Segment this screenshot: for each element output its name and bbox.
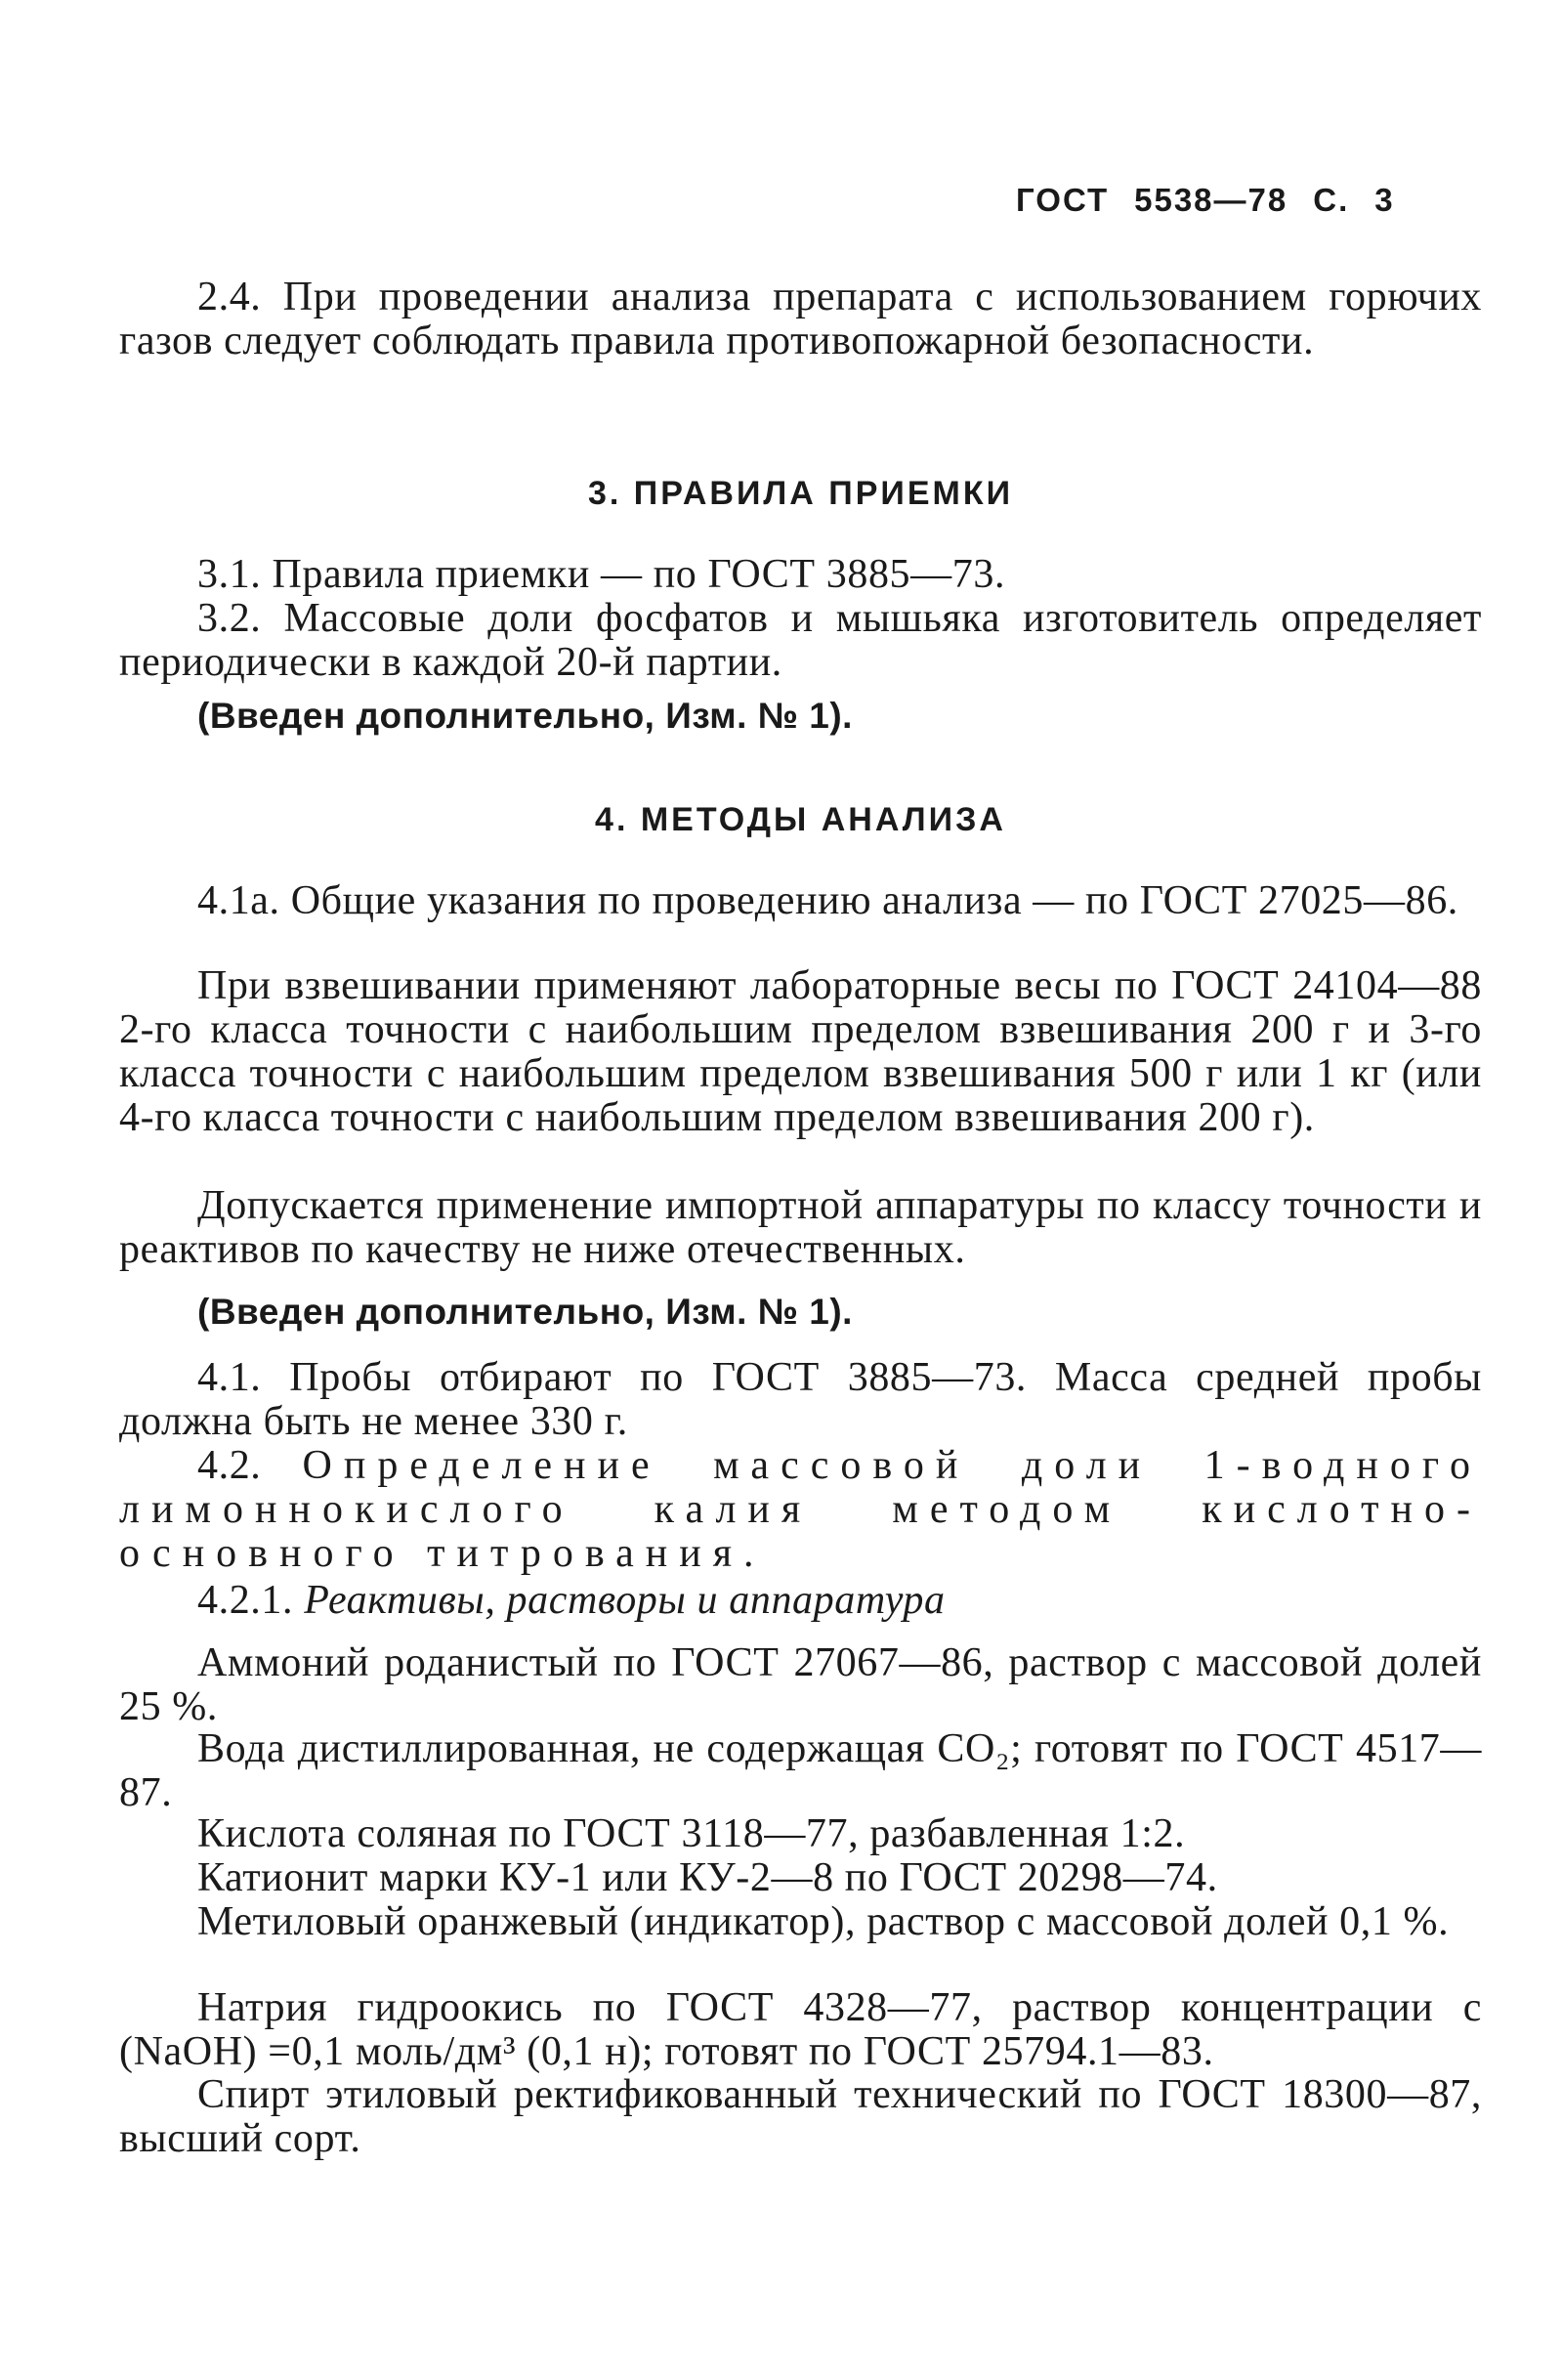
clause-number-4-2: 4.2. xyxy=(197,1443,262,1488)
paragraph-weighing: При взвешивании применяют лабораторные весы по ГОСТ 24104—88 2-го класса точности с наибольшим пределом взвешивания 200 г и 3-го класса точности с наибольшим пределом взвешивания 500 г или 1 кг (или 4-го класса точности с наибольшим пределом взвешивания 200 г). xyxy=(119,963,1482,1140)
paragraph-4-1: 4.1. Пробы отбирают по ГОСТ 3885—73. Масса средней пробы должна быть не менее 330 г. xyxy=(119,1355,1482,1444)
reagent-ethanol: Спирт этиловый ректификованный технический по ГОСТ 18300—87, высший сорт. xyxy=(119,2072,1482,2161)
reagent-acid: Кислота соляная по ГОСТ 3118—77, разбавленная 1:2. xyxy=(197,1811,1186,1856)
reagent-methyl-orange: Метиловый оранжевый (индикатор), раствор с массовой долей 0,1 %. xyxy=(197,1899,1450,1944)
section-4-heading: 4. МЕТОДЫ АНАЛИЗА xyxy=(595,801,1006,838)
page-number: 3 xyxy=(1374,182,1395,218)
section-3-heading: 3. ПРАВИЛА ПРИЕМКИ xyxy=(587,475,1014,512)
page-label: С. xyxy=(1313,182,1350,218)
paragraph-4-2 xyxy=(119,1444,1482,1576)
reagent-ammonium: Аммоний роданистый по ГОСТ 27067—86, раствор с массовой долей 25 %. xyxy=(119,1640,1482,1729)
reagent-water: Вода дистиллированная, не содержащая CO₂; готовят по ГОСТ 4517—87. xyxy=(119,1726,1482,1815)
amendment-note-2: (Введен дополнительно, Изм. № 1). xyxy=(197,1292,853,1332)
paragraph-import: Допускается применение импортной аппаратуры по классу точности и реактивов по качеству не ниже отечественных. xyxy=(119,1183,1482,1272)
clause-number-4-2-1: 4.2.1. xyxy=(197,1578,294,1623)
amendment-note-1: (Введен дополнительно, Изм. № 1). xyxy=(197,696,853,736)
reagent-cation-exchanger: Катионит марки КУ-1 или КУ-2—8 по ГОСТ 20298—74. xyxy=(197,1855,1218,1900)
standard-label: ГОСТ xyxy=(1016,182,1110,218)
paragraph-2-4: 2.4. При проведении анализа препарата с использованием горючих газов следует соблюдать правила противопожарной безопасности. xyxy=(119,275,1482,363)
clause-title-4-2-1: Реактивы, растворы и аппаратура xyxy=(304,1578,946,1623)
page-header xyxy=(1016,182,1395,219)
reagent-sodium-hydroxide: Натрия гидроокись по ГОСТ 4328—77, раствор концентрации с (NaOH) =0,1 моль/дм³ (0,1 н); готовят по ГОСТ 25794.1—83. xyxy=(119,1985,1482,2074)
paragraph-3-1: 3.1. Правила приемки — по ГОСТ 3885—73. xyxy=(197,552,1006,597)
paragraph-4-1a: 4.1а. Общие указания по проведению анализа — по ГОСТ 27025—86. xyxy=(197,878,1458,923)
standard-number: 5538—78 xyxy=(1134,182,1288,218)
paragraph-4-2-1 xyxy=(119,1579,1482,1623)
paragraph-3-2: 3.2. Массовые доли фосфатов и мышьяка изготовитель определяет периодически в каждой 20-й партии. xyxy=(119,596,1482,685)
clause-title-4-2: Определение массовой доли 1-водного лимоннокислого калия методом кислотно-основного титрования. xyxy=(119,1443,1483,1576)
